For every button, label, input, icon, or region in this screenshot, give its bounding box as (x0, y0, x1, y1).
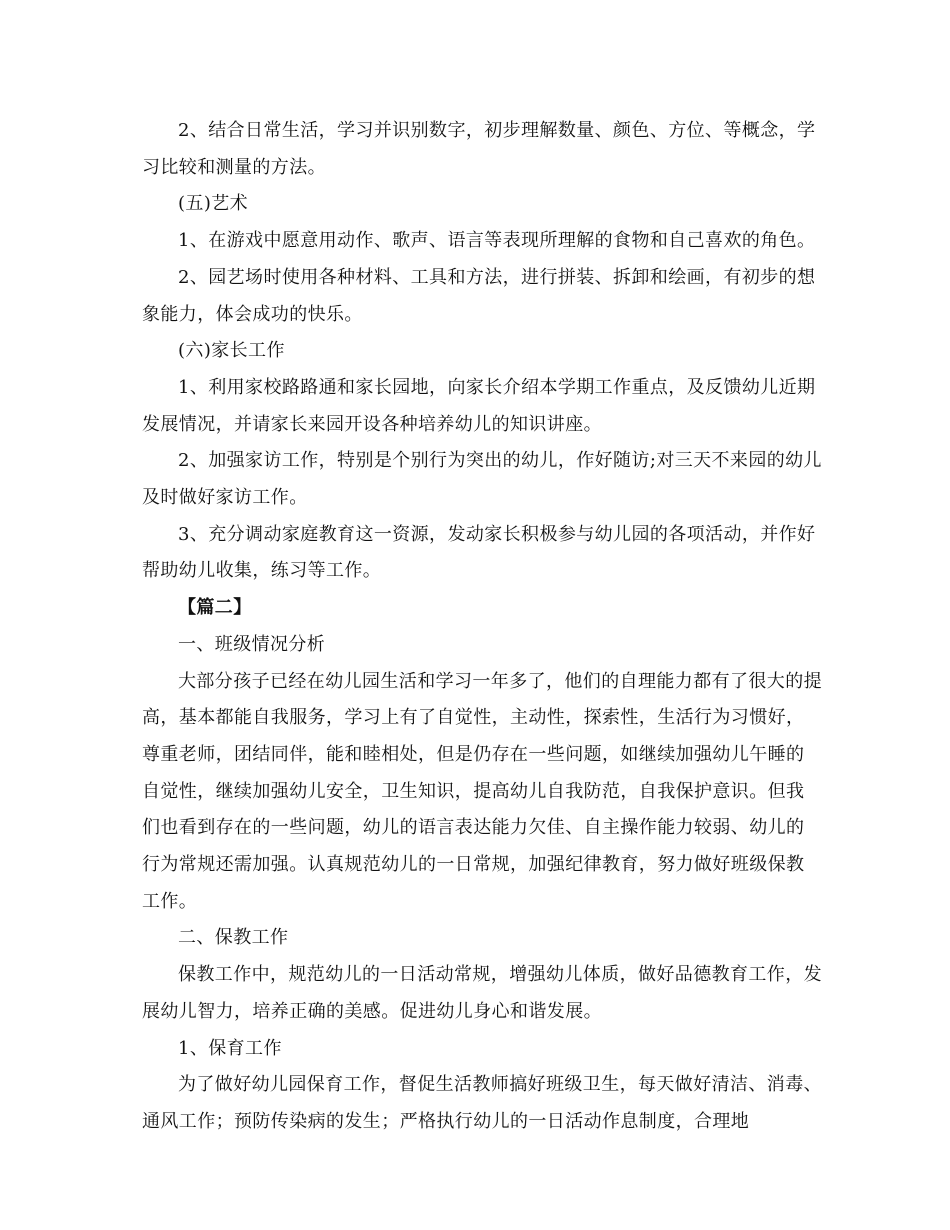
section-heading-care-work: 1、保育工作 (178, 1037, 282, 1059)
paragraph-parent-work-3: 3、充分调动家庭教育这一资源，发动家长积极参与幼儿园的各项活动，并作好帮助幼儿收集，练习等工作。 (142, 523, 816, 582)
paragraph-art-2: 2、园艺场时使用各种材料、工具和方法，进行拼装、拆卸和绘画，有初步的想象能力，体会成功的快乐。 (142, 266, 816, 325)
paragraph-care-work: 为了做好幼儿园保育工作，督促生活教师搞好班级卫生，每天做好清洁、消毒、通风工作；预防传染病的发生；严格执行幼儿的一日活动作息制度，合理地 (142, 1074, 822, 1132)
document-body (142, 113, 822, 1141)
paragraph-care-education: 保教工作中，规范幼儿的一日活动常规，增强幼儿体质，做好品德教育工作，发展幼儿智力，培养正确的美感。促进幼儿身心和谐发展。 (142, 964, 822, 1022)
section-heading-class-analysis: 一、班级情况分析 (178, 633, 326, 655)
paragraph-parent-work-2: 2、加强家访工作，特别是个别行为突出的幼儿，作好随访;对三天不来园的幼儿及时做好家访工作。 (142, 450, 822, 509)
section-heading-art: (五)艺术 (178, 193, 249, 215)
paragraph-art-1: 1、在游戏中愿意用动作、歌声、语言等表现所理解的食物和自己喜欢的角色。 (178, 230, 816, 252)
part-two-heading: 【篇二】 (178, 597, 252, 619)
section-heading-care-education: 二、保教工作 (178, 927, 289, 949)
paragraph-parent-work-1: 1、利用家校路路通和家长园地，向家长介绍本学期工作重点，及反馈幼儿近期发展情况，并请家长来园开设各种培养幼儿的知识讲座。 (142, 376, 816, 435)
paragraph-class-analysis: 大部分孩子已经在幼儿园生活和学习一年多了，他们的自理能力都有了很大的提高，基本都能自我服务，学习上有了自觉性，主动性，探索性，生活行为习惯好，尊重老师，团结同伴，能和睦相处，但是仍存在一些问题，如继续加强幼儿午睡的自觉性，继续加强幼儿安全，卫生知识，提高幼儿自我防范，自我保护意识。但我们也看到存在的一些问题，幼儿的语言表达能力欠佳、自主操作能力较弱、幼儿的行为常规还需加强。认真规范幼儿的一日常规，加强纪律教育，努力做好班级保教工作。 (142, 670, 822, 912)
paragraph-math-concepts: 2、结合日常生活，学习并识别数字，初步理解数量、颜色、方位、等概念，学习比较和测量的方法。 (142, 120, 816, 178)
section-heading-parent-work: (六)家长工作 (178, 340, 285, 362)
